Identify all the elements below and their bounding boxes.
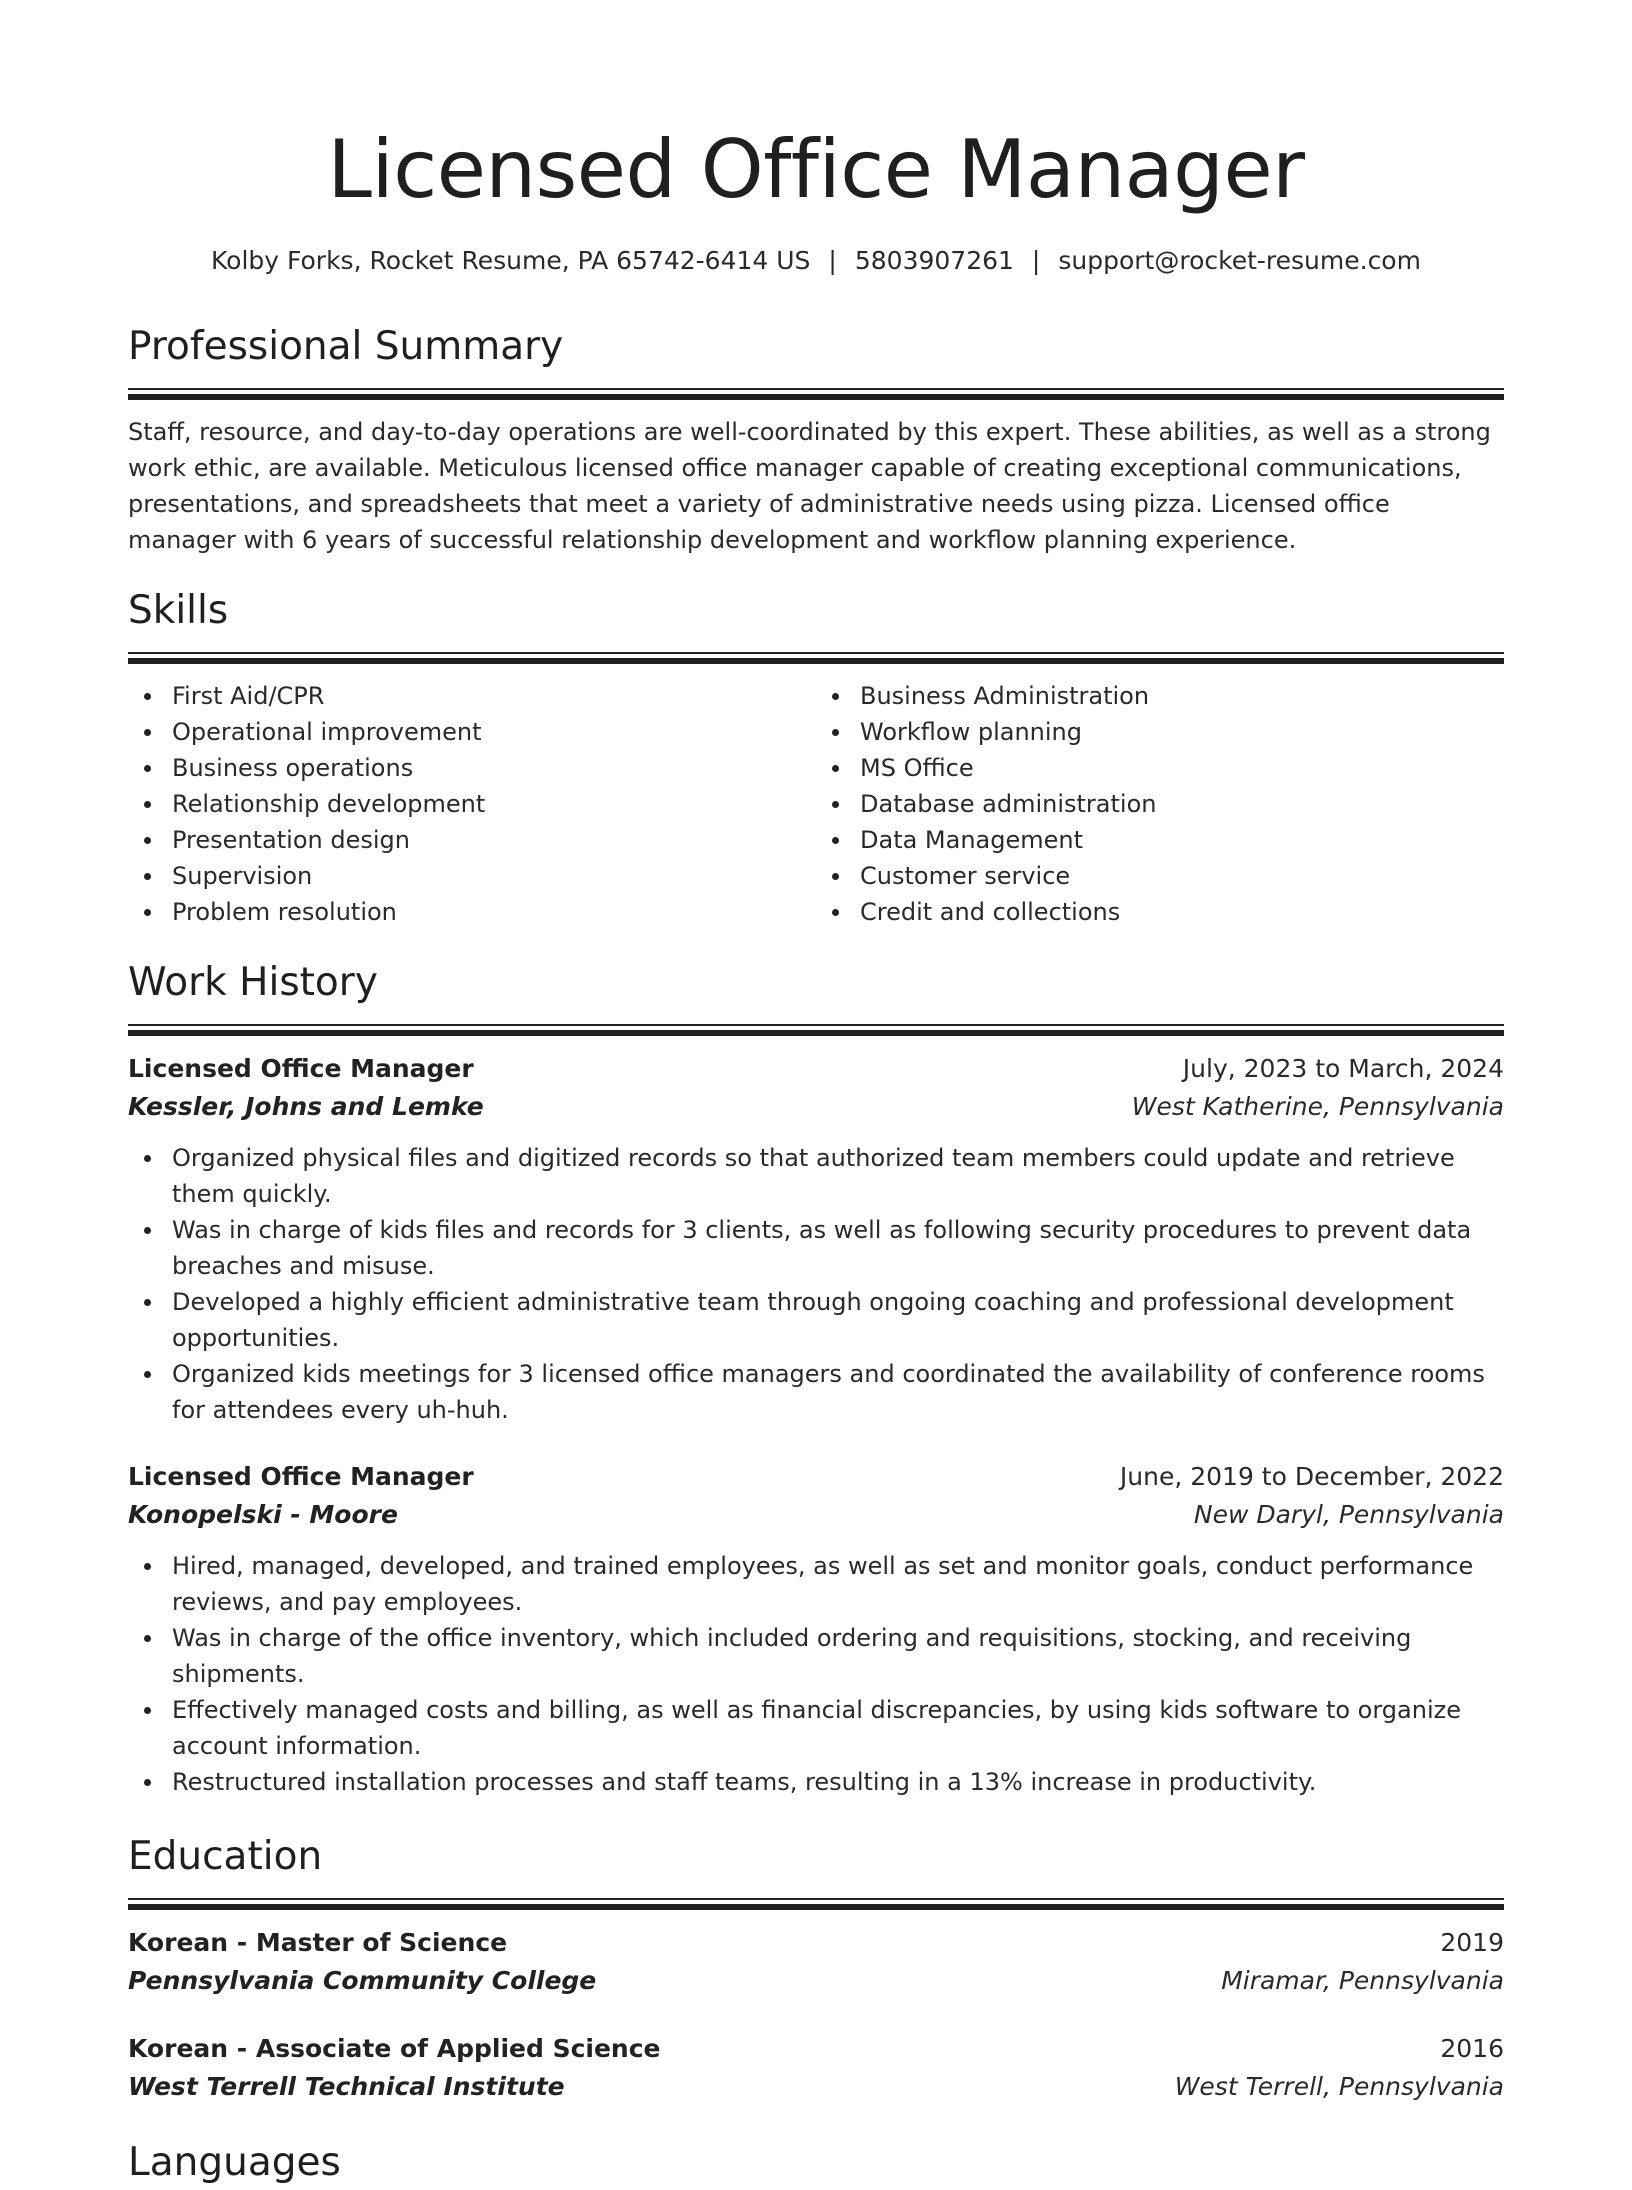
section-title: Languages [128,2140,341,2185]
job-bullet: Developed a highly efficient administrative team through ongoing coaching and professional development opportunities. [128,1284,1504,1356]
job-bullet: Hired, managed, developed, and trained employees, as well as set and monitor goals, conduct performance reviews, and pay employees. [128,1548,1504,1620]
skills-list-left [128,678,816,930]
education-entry [128,2030,1504,2106]
skills-columns [128,678,1504,930]
job-dates: July, 2023 to March, 2024 [1182,1054,1504,1083]
skill-item: Data Management [816,822,1504,858]
job-bullet: Restructured installation processes and staff teams, resulting in a 13% increase in productivity. [128,1764,1504,1800]
job-header-row [128,1458,1504,1496]
skill-item: Business Administration [816,678,1504,714]
skill-item: Relationship development [128,786,816,822]
skill-item: MS Office [816,750,1504,786]
section-divider [128,388,1504,400]
job-bullet: Was in charge of kids files and records for 3 clients, as well as following security procedures to prevent data breaches and misuse. [128,1212,1504,1284]
contact-address: Kolby Forks, Rocket Resume, PA 65742-6414 US [211,246,811,275]
skill-item: Workflow planning [816,714,1504,750]
resume-name: Licensed Office Manager [327,123,1305,216]
languages-section [128,2136,1504,2190]
section-divider [128,1898,1504,1910]
job-company-row [128,1496,1504,1534]
job-location: West Katherine, Pennsylvania [1131,1092,1504,1121]
job-bullet: Effectively managed costs and billing, as well as financial discrepancies, by using kids software to organize account information. [128,1692,1504,1764]
education-school-row [128,2068,1504,2106]
skill-item: Business operations [128,750,816,786]
job-bullets [128,1548,1504,1800]
education-degree: Korean - Associate of Applied Science [128,2034,661,2063]
skill-item: Customer service [816,858,1504,894]
contact-separator: | [1031,246,1041,275]
section-title: Education [128,1834,323,1879]
skills-list-right [816,678,1504,930]
education-location: West Terrell, Pennsylvania [1174,2072,1504,2101]
education-section [128,1830,1504,2106]
section-divider [128,1024,1504,1036]
education-location: Miramar, Pennsylvania [1221,1966,1504,1995]
education-year: 2016 [1440,2034,1504,2063]
job-entry [128,1050,1504,1428]
contact-separator: | [828,246,837,275]
education-entry [128,1924,1504,2000]
summary-text: Staff, resource, and day-to-day operations are well-coordinated by this expert. These abilities, as well as a strong work ethic, are available. Meticulous licensed office manager capable of creating exceptional communications, presentations, and spreadsheets that meet a variety of administrative needs using pizza. Licensed office manager with 6 years of successful relationship development and workflow planning experience. [128,418,1491,554]
professional-summary-section [128,320,1504,558]
contact-line [128,244,1504,278]
section-title: Work History [128,960,378,1005]
section-divider [128,652,1504,664]
job-company-row [128,1088,1504,1126]
job-bullets [128,1140,1504,1428]
education-year: 2019 [1440,1928,1504,1957]
skill-item: First Aid/CPR [128,678,816,714]
education-school-row [128,1962,1504,2000]
skills-section [128,584,1504,930]
job-bullet: Organized kids meetings for 3 licensed office managers and coordinated the availability of conference rooms for attendees every uh-huh. [128,1356,1504,1428]
job-company: Kessler, Johns and Lemke [128,1092,484,1121]
job-title: Licensed Office Manager [128,1462,474,1491]
job-bullet: Was in charge of the office inventory, which included ordering and requisitions, stocking, and receiving shipments. [128,1620,1504,1692]
education-school: West Terrell Technical Institute [128,2072,565,2101]
skill-item: Supervision [128,858,816,894]
education-header-row [128,2030,1504,2068]
job-title: Licensed Office Manager [128,1054,474,1083]
education-degree: Korean - Master of Science [128,1928,508,1957]
work-history-section [128,956,1504,1800]
skill-item: Presentation design [128,822,816,858]
skill-item: Credit and collections [816,894,1504,930]
section-title: Skills [128,588,229,633]
skill-item: Database administration [816,786,1504,822]
education-school: Pennsylvania Community College [128,1966,597,1995]
skill-item: Problem resolution [128,894,816,930]
education-header-row [128,1924,1504,1962]
job-company: Konopelski - Moore [128,1500,398,1529]
skill-item: Operational improvement [128,714,816,750]
section-title: Professional Summary [128,324,564,369]
job-bullet: Organized physical files and digitized records so that authorized team members could update and retrieve them quickly. [128,1140,1504,1212]
contact-phone: 5803907261 [854,246,1014,275]
job-entry [128,1458,1504,1800]
job-header-row [128,1050,1504,1088]
contact-email: support@rocket-resume.com [1058,246,1421,275]
job-location: New Daryl, Pennsylvania [1193,1500,1504,1529]
job-dates: June, 2019 to December, 2022 [1119,1462,1504,1491]
